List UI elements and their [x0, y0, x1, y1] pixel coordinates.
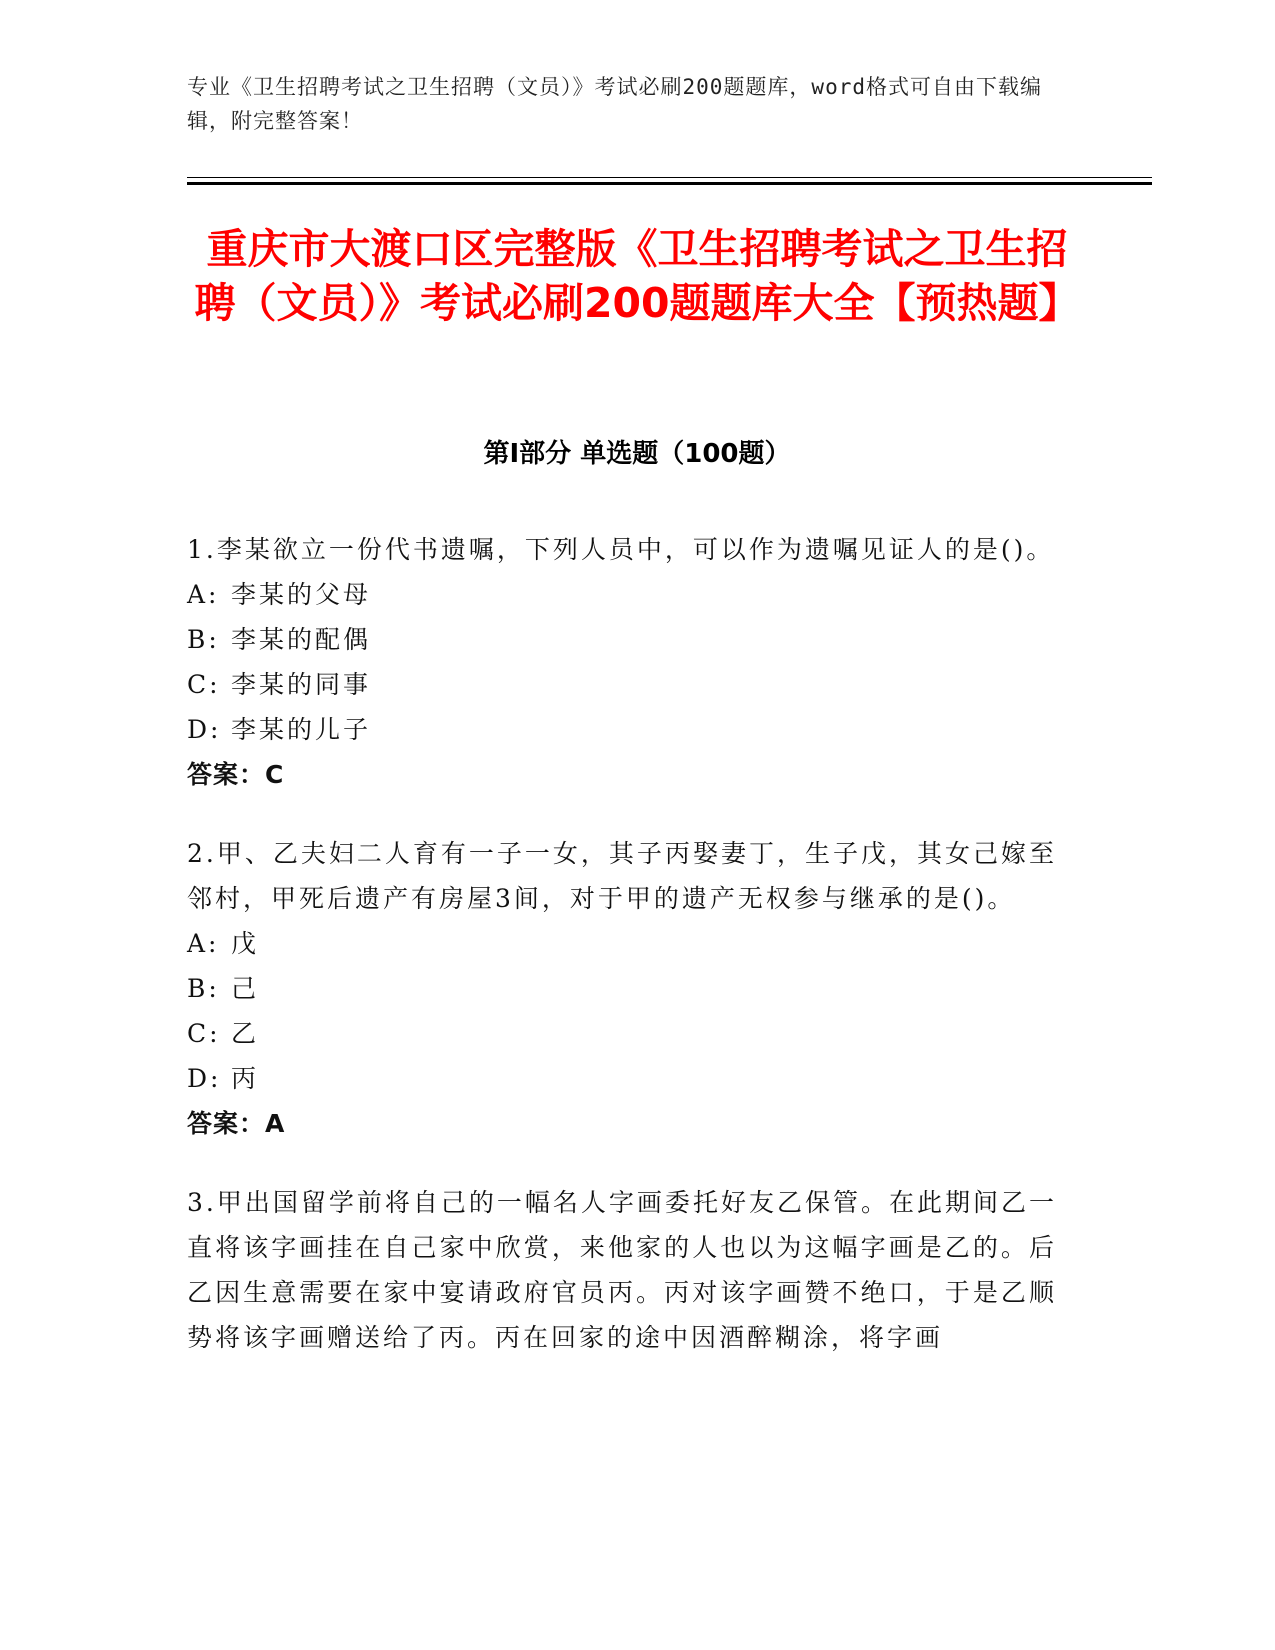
option-letter: B: [187, 974, 220, 1003]
option-letter: B: [187, 625, 220, 654]
option-a [187, 572, 1057, 617]
question-list [187, 527, 1057, 1394]
option-text: 李某的父母 [231, 580, 372, 609]
option-text: 李某的配偶 [231, 625, 372, 654]
question-1 [187, 527, 1057, 797]
option-c [187, 1011, 1057, 1056]
option-letter: A: [187, 929, 220, 958]
option-letter: C: [187, 1019, 221, 1048]
option-text: 乙 [231, 1019, 260, 1048]
section-title: 第Ⅰ部分 单选题（100题） [483, 439, 791, 469]
option-b [187, 966, 1057, 1011]
option-letter: D: [187, 1064, 222, 1093]
option-text: 戊 [231, 929, 260, 958]
header-note: 专业《卫生招聘考试之卫生招聘（文员）》考试必刷200题题库，word格式可自由下载编辑，附完整答案！ [187, 75, 1042, 133]
header-divider-thick [187, 182, 1152, 185]
option-text: 李某的儿子 [231, 715, 372, 744]
document-title: 重庆市大渡口区完整版《卫生招聘考试之卫生招聘（文员）》考试必刷200题题库大全【预热题】 [194, 225, 1080, 327]
question-stem: 2.甲、乙夫妇二人育有一子一女，其子丙娶妻丁，生子戊，其女己嫁至邻村，甲死后遗产有房屋3间，对于甲的遗产无权参与继承的是()。 [187, 839, 1057, 913]
option-letter: D: [187, 715, 222, 744]
option-letter: C: [187, 670, 221, 699]
question-3 [187, 1180, 1057, 1360]
question-stem: 1.李某欲立一份代书遗嘱，下列人员中，可以作为遗嘱见证人的是()。 [187, 535, 1055, 564]
option-text: 己 [231, 974, 260, 1003]
header-divider-thin [187, 177, 1152, 178]
answer: 答案：C [187, 760, 285, 789]
question-2 [187, 831, 1057, 1146]
option-d [187, 1056, 1057, 1101]
option-c [187, 662, 1057, 707]
question-stem: 3.甲出国留学前将自己的一幅名人字画委托好友乙保管。在此期间乙一直将该字画挂在自己家中欣赏，来他家的人也以为这幅字画是乙的。后乙因生意需要在家中宴请政府官员丙。丙对该字画赞不绝口，于是乙顺势将该字画赠送给了丙。丙在回家的途中因酒醉糊涂，将字画 [187, 1188, 1057, 1352]
option-text: 丙 [231, 1064, 260, 1093]
answer: 答案：A [187, 1109, 286, 1138]
option-text: 李某的同事 [231, 670, 372, 699]
option-b [187, 617, 1057, 662]
option-d [187, 707, 1057, 752]
option-letter: A: [187, 580, 220, 609]
option-a [187, 921, 1057, 966]
